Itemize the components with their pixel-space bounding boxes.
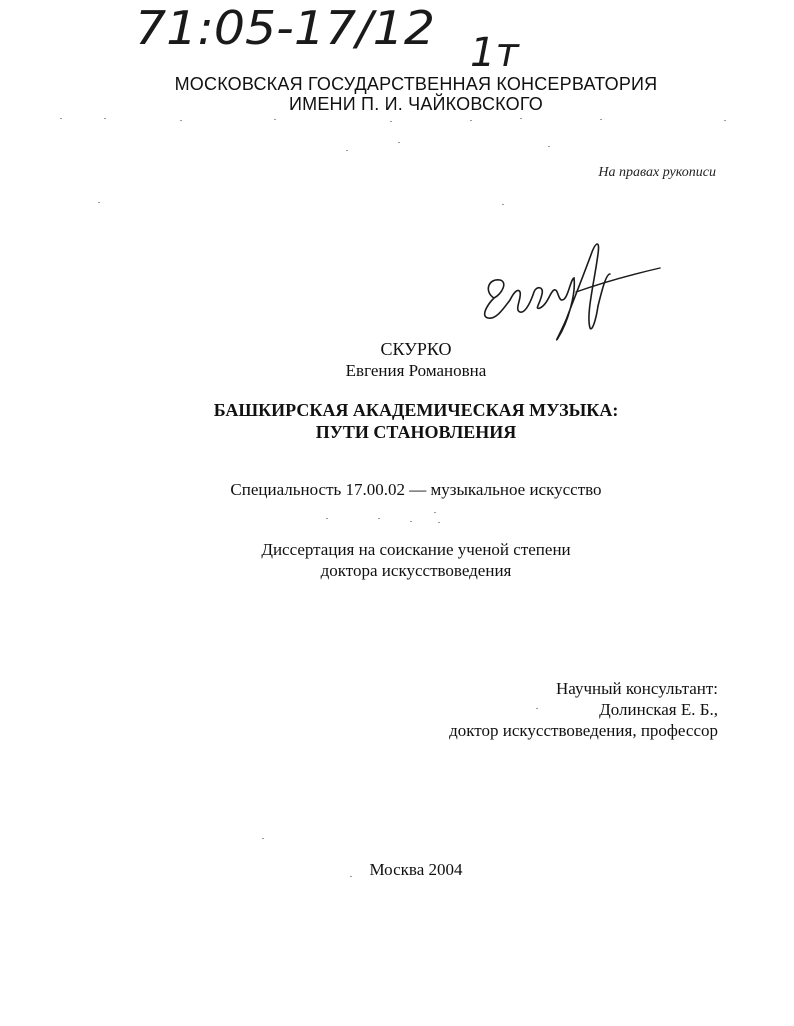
archive-mark-text: 1т <box>470 30 519 76</box>
scan-speck <box>470 120 472 121</box>
scan-speck <box>60 118 62 119</box>
scan-speck <box>350 876 352 877</box>
scan-speck <box>378 518 380 519</box>
consultant-label: Научный консультант: <box>556 679 718 698</box>
institution-name-line-1: МОСКОВСКАЯ ГОСУДАРСТВЕННАЯ КОНСЕРВАТОРИЯ <box>174 74 658 94</box>
archive-code-text: 71:05-17/12 <box>135 1 435 55</box>
scan-speck <box>390 121 392 122</box>
scan-speck <box>104 118 106 119</box>
city-year: Москва 2004 <box>369 860 463 879</box>
consultant-name: Долинская Е. Б., <box>599 700 718 719</box>
scan-speck <box>438 522 440 523</box>
dissertation-title-line-2: ПУТИ СТАНОВЛЕНИЯ <box>315 422 517 442</box>
author-surname: СКУРКО <box>380 339 452 359</box>
scan-speck <box>410 521 412 522</box>
specialty: Специальность 17.00.02 — музыкальное искусство <box>230 480 602 499</box>
author-given-names: Евгения Романовна <box>345 361 487 380</box>
institution-name-line-2: ИМЕНИ П. И. ЧАЙКОВСКОГО <box>288 94 543 114</box>
degree-statement-line-2: доктора искусствоведения <box>320 561 512 580</box>
dissertation-title-line-1: БАШКИРСКАЯ АКАДЕМИЧЕСКАЯ МУЗЫКА: <box>213 400 619 420</box>
scan-speck <box>600 119 602 120</box>
scan-speck <box>346 150 348 151</box>
rights-note: На правах рукописи <box>598 165 716 180</box>
handwritten-archive-mark <box>468 26 538 76</box>
scan-speck <box>98 202 100 203</box>
scan-speck <box>274 119 276 120</box>
scan-speck <box>398 142 400 143</box>
scan-speck <box>434 512 436 513</box>
degree-statement-line-1: Диссертация на соискание ученой степени <box>261 540 571 559</box>
consultant-title: доктор искусствоведения, профессор <box>449 721 718 740</box>
scan-speck <box>502 204 504 205</box>
handwritten-archive-code <box>133 0 453 60</box>
scan-speck <box>548 146 550 147</box>
scan-speck <box>262 838 264 839</box>
scan-speck <box>520 118 522 119</box>
scan-speck <box>326 518 328 519</box>
scan-speck <box>536 708 538 709</box>
author-signature <box>474 234 664 344</box>
scan-speck <box>180 120 182 121</box>
scan-speck <box>724 120 726 121</box>
